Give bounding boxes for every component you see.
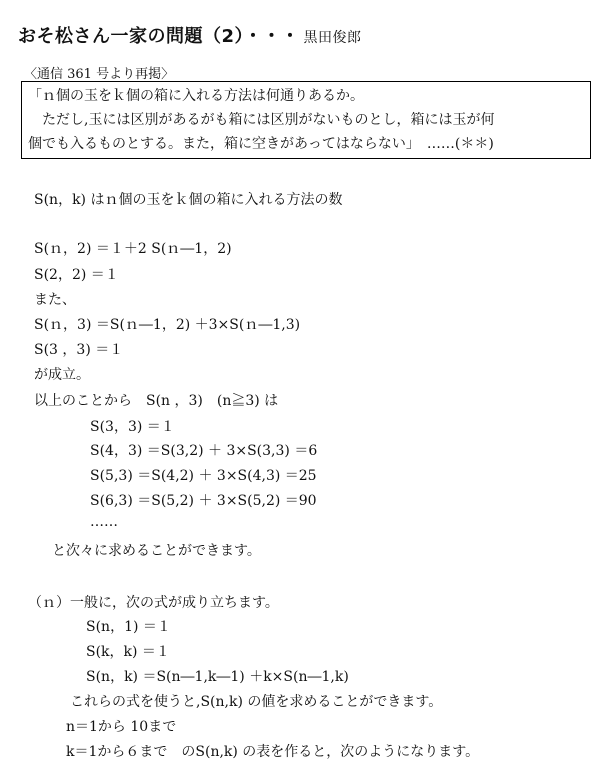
problem-line: 「ｎ個の玉をｋ個の箱に入れる方法は何通りあるか。 [28, 88, 364, 104]
formula-line: S(ｎ，3) ＝S(ｎ―1，2) ＋3×S(ｎ―1,3) [34, 317, 301, 333]
problem-line: ただし,玉には区別があるがも箱には区別がないものとし，箱には玉が何 [28, 112, 495, 128]
formula-line: S(5,3) ＝S(4,2) ＋ 3×S(4,3) ＝25 [90, 468, 317, 484]
text-line: （ｎ）一般に，次の式が成り立ちます。 [28, 595, 279, 611]
ellipsis-line: …… [90, 514, 118, 530]
formula-line: S(4，3) ＝S(3,2) ＋ 3×S(3,3) ＝6 [90, 443, 318, 459]
problem-box [21, 81, 591, 159]
page-title [18, 22, 362, 48]
text-line: が成立。 [34, 367, 90, 383]
text-line: これらの式を使うと,S(n,k) の値を求めることができます。 [70, 694, 443, 710]
formula-line: S(k，k) ＝１ [86, 644, 170, 660]
formula-line: S(n，k) ＝S(n―1,k―1) ＋k×S(n―1,k) [86, 669, 349, 685]
title-text: おそ松さん一家の問題（2）・・・ [18, 26, 300, 47]
text-line: S(n，k) はｎ個の玉をｋ個の箱に入れる方法の数 [34, 192, 343, 208]
text-line: n＝1から 10まで [66, 719, 177, 735]
formula-line: S(2，2) ＝１ [34, 267, 119, 283]
formula-line: S(3 ，3) ＝１ [34, 342, 124, 358]
formula-line: S(n，1) ＝１ [86, 619, 171, 635]
author-name: 黒田俊郎 [303, 30, 362, 46]
formula-line: S(3，3) ＝１ [90, 419, 175, 435]
text-line: また、 [34, 292, 76, 308]
text-line: と次々に求めることができます。 [52, 543, 261, 559]
formula-line: S(ｎ，2) ＝１＋2 S(ｎ―1，2) [34, 241, 232, 257]
problem-line: 個でも入るものとする。また，箱に空きがあってはならない」 ……(＊＊) [28, 136, 494, 152]
source-note: 〈通信 361 号より再掲〉 [24, 67, 175, 82]
text-line: k＝1から６まで のS(n,k) の表を作ると，次のようになります。 [66, 744, 480, 760]
text-line: 以上のことから S(n ，3) (n≧3) は [34, 393, 279, 409]
formula-line: S(6,3) ＝S(5,2) ＋ 3×S(5,2) ＝90 [90, 493, 317, 509]
